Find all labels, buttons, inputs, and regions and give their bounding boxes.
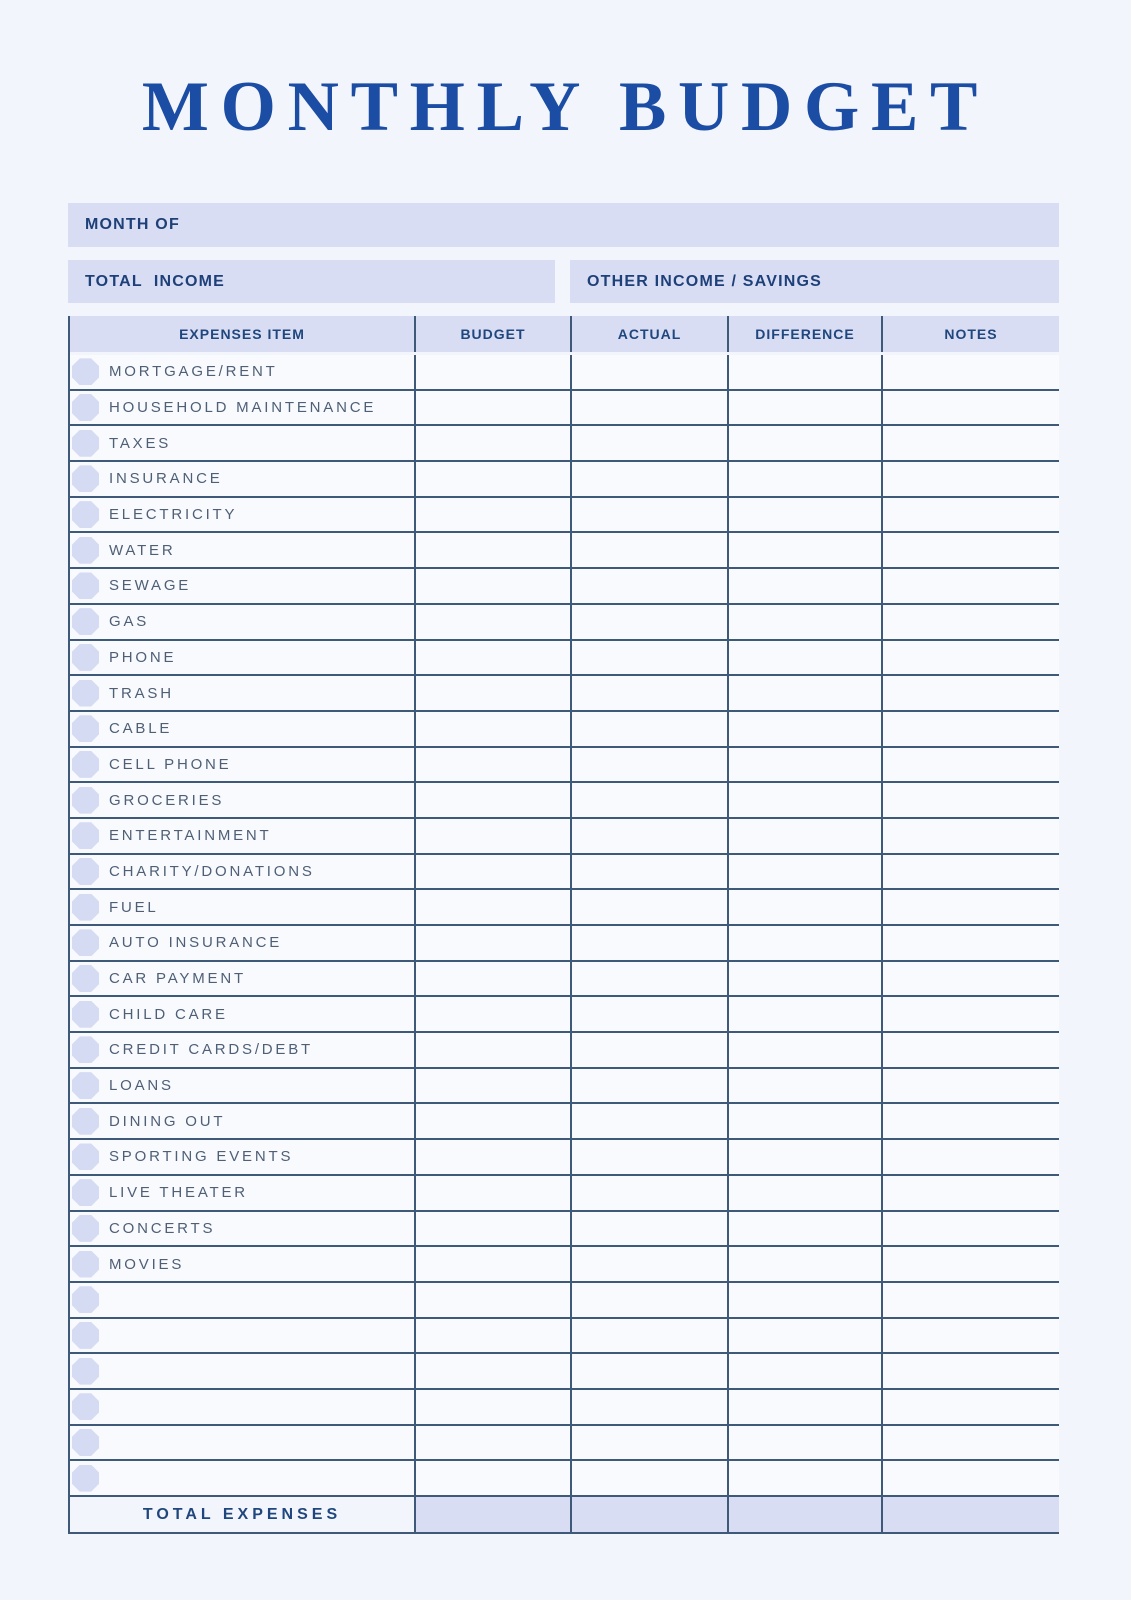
total-notes-cell[interactable]: [881, 1497, 1059, 1534]
expense-row: [70, 1140, 1059, 1176]
expense-item-cell[interactable]: [70, 1354, 414, 1390]
actual-cell[interactable]: [570, 890, 727, 926]
expense-item-label: MORTGAGE/RENT: [109, 363, 278, 381]
other-income-savings-field[interactable]: [570, 260, 1059, 303]
difference-cell[interactable]: [727, 391, 881, 427]
bullet-icon: [72, 1465, 99, 1492]
difference-cell[interactable]: [727, 1247, 881, 1283]
difference-cell[interactable]: [727, 605, 881, 641]
expense-row: [70, 569, 1059, 605]
expense-row: [70, 1176, 1059, 1212]
actual-cell[interactable]: [570, 748, 727, 784]
budget-cell[interactable]: [414, 1140, 570, 1176]
bullet-icon: [72, 1179, 99, 1206]
budget-cell[interactable]: [414, 426, 570, 462]
actual-cell[interactable]: [570, 676, 727, 712]
expense-item-cell: [70, 712, 414, 748]
expense-row: [70, 783, 1059, 819]
budget-cell[interactable]: [414, 962, 570, 998]
header-notes: NOTES: [881, 316, 1059, 352]
difference-cell[interactable]: [727, 569, 881, 605]
budget-cell[interactable]: [414, 1354, 570, 1390]
actual-cell[interactable]: [570, 641, 727, 677]
expense-row: [70, 498, 1059, 534]
actual-cell[interactable]: [570, 533, 727, 569]
bullet-icon: [72, 858, 99, 885]
notes-cell[interactable]: [881, 426, 1059, 462]
month-of-label: MONTH OF: [85, 216, 180, 233]
bullet-icon: [72, 787, 99, 814]
bullet-icon: [72, 1429, 99, 1456]
bullet-icon: [72, 465, 99, 492]
expense-row: [70, 605, 1059, 641]
actual-cell[interactable]: [570, 1104, 727, 1140]
expense-row: [70, 1319, 1059, 1355]
bullet-icon: [72, 929, 99, 956]
bullet-icon: [72, 965, 99, 992]
actual-cell[interactable]: [570, 819, 727, 855]
actual-cell[interactable]: [570, 1354, 727, 1390]
bullet-icon: [72, 680, 99, 707]
difference-cell[interactable]: [727, 641, 881, 677]
expense-item-label: LOANS: [109, 1077, 174, 1095]
total-actual-cell[interactable]: [570, 1497, 727, 1534]
budget-cell[interactable]: [414, 1247, 570, 1283]
bullet-icon: [72, 1108, 99, 1135]
budget-cell[interactable]: [414, 748, 570, 784]
notes-cell[interactable]: [881, 676, 1059, 712]
header-expenses-item: EXPENSES ITEM: [179, 326, 305, 342]
expense-item-label: PHONE: [109, 648, 177, 666]
actual-cell[interactable]: [570, 712, 727, 748]
expense-row: [70, 462, 1059, 498]
difference-cell[interactable]: [727, 1069, 881, 1105]
expense-item-cell: [70, 855, 414, 891]
actual-cell[interactable]: [570, 498, 727, 534]
actual-cell[interactable]: [570, 1283, 727, 1319]
budget-cell[interactable]: [414, 569, 570, 605]
expense-item-label: INSURANCE: [109, 470, 223, 488]
budget-cell[interactable]: [414, 783, 570, 819]
bullet-icon: [72, 1036, 99, 1063]
expense-item-label: AUTO INSURANCE: [109, 934, 283, 952]
expense-row: [70, 1283, 1059, 1319]
difference-cell[interactable]: [727, 1176, 881, 1212]
bullet-icon: [72, 1215, 99, 1242]
expenses-table-header: [70, 316, 1059, 352]
expense-item-cell: [70, 1104, 414, 1140]
expense-item-cell: [70, 391, 414, 427]
bullet-icon: [72, 358, 99, 385]
expense-row: [70, 1104, 1059, 1140]
expense-item-cell: [70, 462, 414, 498]
expense-item-cell: [70, 641, 414, 677]
actual-cell[interactable]: [570, 855, 727, 891]
expense-row: [70, 819, 1059, 855]
header-actual: ACTUAL: [570, 316, 727, 352]
budget-cell[interactable]: [414, 1283, 570, 1319]
notes-cell[interactable]: [881, 962, 1059, 998]
bullet-icon: [72, 572, 99, 599]
budget-cell[interactable]: [414, 1104, 570, 1140]
budget-cell[interactable]: [414, 997, 570, 1033]
actual-cell[interactable]: [570, 1176, 727, 1212]
total-budget-cell[interactable]: [414, 1497, 570, 1534]
expense-row: [70, 676, 1059, 712]
expense-item-label: FUEL: [109, 898, 159, 916]
bullet-icon: [72, 751, 99, 778]
notes-cell[interactable]: [881, 462, 1059, 498]
other-income-savings-label: OTHER INCOME / SAVINGS: [587, 272, 823, 290]
notes-cell[interactable]: [881, 1461, 1059, 1497]
bullet-icon: [72, 1251, 99, 1278]
notes-cell[interactable]: [881, 1354, 1059, 1390]
bullet-icon: [72, 537, 99, 564]
difference-cell[interactable]: [727, 1212, 881, 1248]
difference-cell[interactable]: [727, 783, 881, 819]
actual-cell[interactable]: [570, 1319, 727, 1355]
budget-cell[interactable]: [414, 641, 570, 677]
expense-item-label: SPORTING EVENTS: [109, 1148, 294, 1166]
notes-cell[interactable]: [881, 1104, 1059, 1140]
expense-item-label: DINING OUT: [109, 1112, 226, 1130]
expense-item-label: ENTERTAINMENT: [109, 827, 272, 845]
expense-item-cell: [70, 1069, 414, 1105]
expense-row: [70, 712, 1059, 748]
expense-item-label: TRASH: [109, 684, 174, 702]
expense-item-label: TAXES: [109, 434, 172, 452]
notes-cell[interactable]: [881, 1069, 1059, 1105]
budget-cell[interactable]: [414, 819, 570, 855]
bullet-icon: [72, 394, 99, 421]
bullet-icon: [72, 1143, 99, 1170]
bullet-icon: [72, 430, 99, 457]
difference-cell[interactable]: [727, 1354, 881, 1390]
bullet-icon: [72, 1072, 99, 1099]
difference-cell[interactable]: [727, 355, 881, 391]
bullet-icon: [72, 644, 99, 671]
notes-cell[interactable]: [881, 855, 1059, 891]
budget-cell[interactable]: [414, 1212, 570, 1248]
actual-cell[interactable]: [570, 962, 727, 998]
header-budget: BUDGET: [414, 316, 570, 352]
notes-cell[interactable]: [881, 1319, 1059, 1355]
notes-cell[interactable]: [881, 641, 1059, 677]
difference-cell[interactable]: [727, 1283, 881, 1319]
expense-item-label: CHARITY/DONATIONS: [109, 862, 315, 880]
total-expenses-label: TOTAL EXPENSES: [142, 1505, 342, 1523]
expense-item-label: GAS: [109, 613, 150, 631]
bullet-icon: [72, 1001, 99, 1028]
expense-row: [70, 426, 1059, 462]
expense-item-label: GROCERIES: [109, 791, 225, 809]
notes-cell[interactable]: [881, 997, 1059, 1033]
budget-cell[interactable]: [414, 1069, 570, 1105]
expense-item-cell: [70, 819, 414, 855]
budget-cell[interactable]: [414, 855, 570, 891]
expense-item-cell: [70, 783, 414, 819]
expense-item-label: ELECTRICITY: [109, 506, 238, 524]
difference-cell[interactable]: [727, 997, 881, 1033]
difference-cell[interactable]: [727, 533, 881, 569]
expense-item-label: SEWAGE: [109, 577, 192, 595]
notes-cell[interactable]: [881, 1390, 1059, 1426]
budget-cell[interactable]: [414, 1426, 570, 1462]
expense-row: [70, 1069, 1059, 1105]
bullet-icon: [72, 608, 99, 635]
expense-item-cell[interactable]: [70, 1461, 414, 1497]
expense-row: [70, 1033, 1059, 1069]
expense-row: [70, 1247, 1059, 1283]
actual-cell[interactable]: [570, 997, 727, 1033]
expense-row: [70, 641, 1059, 677]
expense-item-cell: [70, 1212, 414, 1248]
expense-item-cell: [70, 426, 414, 462]
notes-cell[interactable]: [881, 1033, 1059, 1069]
expense-item-label: WATER: [109, 541, 176, 559]
budget-cell[interactable]: [414, 1033, 570, 1069]
budget-cell[interactable]: [414, 462, 570, 498]
expense-row: [70, 855, 1059, 891]
actual-cell[interactable]: [570, 783, 727, 819]
notes-cell[interactable]: [881, 1212, 1059, 1248]
expense-row: [70, 355, 1059, 391]
actual-cell[interactable]: [570, 1461, 727, 1497]
expense-row: [70, 1390, 1059, 1426]
difference-cell[interactable]: [727, 676, 881, 712]
actual-cell[interactable]: [570, 1212, 727, 1248]
actual-cell[interactable]: [570, 1247, 727, 1283]
header-difference: DIFFERENCE: [727, 316, 881, 352]
expense-row: [70, 533, 1059, 569]
expense-item-cell: [70, 1176, 414, 1212]
budget-cell[interactable]: [414, 533, 570, 569]
month-of-field[interactable]: [68, 203, 1059, 247]
expense-item-label: CONCERTS: [109, 1219, 216, 1237]
notes-cell[interactable]: [881, 533, 1059, 569]
expense-item-label: LIVE THEATER: [109, 1184, 248, 1202]
expense-item-cell[interactable]: [70, 1390, 414, 1426]
expense-row: [70, 962, 1059, 998]
difference-cell[interactable]: [727, 1426, 881, 1462]
expense-item-cell: [70, 355, 414, 391]
difference-cell[interactable]: [727, 890, 881, 926]
expense-item-cell[interactable]: [70, 1426, 414, 1462]
notes-cell[interactable]: [881, 890, 1059, 926]
page-title: MONTHLY BUDGET: [141, 68, 990, 146]
expense-row: [70, 748, 1059, 784]
actual-cell[interactable]: [570, 605, 727, 641]
total-income-label: TOTAL INCOME: [85, 272, 226, 290]
actual-cell[interactable]: [570, 1390, 727, 1426]
difference-cell[interactable]: [727, 962, 881, 998]
budget-cell[interactable]: [414, 1390, 570, 1426]
difference-cell[interactable]: [727, 498, 881, 534]
notes-cell[interactable]: [881, 1283, 1059, 1319]
bullet-icon: [72, 1358, 99, 1385]
expense-item-label: CELL PHONE: [109, 755, 232, 773]
notes-cell[interactable]: [881, 1247, 1059, 1283]
notes-cell[interactable]: [881, 355, 1059, 391]
actual-cell[interactable]: [570, 1140, 727, 1176]
expense-item-label: CAR PAYMENT: [109, 970, 246, 988]
actual-cell[interactable]: [570, 355, 727, 391]
expense-item-cell: [70, 890, 414, 926]
actual-cell[interactable]: [570, 926, 727, 962]
notes-cell[interactable]: [881, 1176, 1059, 1212]
expense-item-cell: [70, 498, 414, 534]
expense-item-cell[interactable]: [70, 1283, 414, 1319]
expense-row: [70, 1426, 1059, 1462]
difference-cell[interactable]: [727, 855, 881, 891]
expense-item-label: CABLE: [109, 720, 173, 738]
difference-cell[interactable]: [727, 1461, 881, 1497]
budget-cell[interactable]: [414, 676, 570, 712]
budget-cell[interactable]: [414, 890, 570, 926]
difference-cell[interactable]: [727, 426, 881, 462]
difference-cell[interactable]: [727, 926, 881, 962]
difference-cell[interactable]: [727, 748, 881, 784]
budget-cell[interactable]: [414, 498, 570, 534]
expense-item-cell: [70, 533, 414, 569]
difference-cell[interactable]: [727, 712, 881, 748]
expense-item-label: MOVIES: [109, 1255, 185, 1273]
difference-cell[interactable]: [727, 1390, 881, 1426]
expense-row: [70, 997, 1059, 1033]
notes-cell[interactable]: [881, 605, 1059, 641]
difference-cell[interactable]: [727, 1104, 881, 1140]
notes-cell[interactable]: [881, 783, 1059, 819]
budget-cell[interactable]: [414, 712, 570, 748]
expense-item-cell: [70, 926, 414, 962]
notes-cell[interactable]: [881, 819, 1059, 855]
expense-item-cell: [70, 748, 414, 784]
expense-row: [70, 1212, 1059, 1248]
expense-row: [70, 926, 1059, 962]
expenses-table-body: [70, 355, 1059, 1497]
bullet-icon: [72, 715, 99, 742]
budget-cell[interactable]: [414, 1176, 570, 1212]
actual-cell[interactable]: [570, 1033, 727, 1069]
expense-item-cell: [70, 962, 414, 998]
notes-cell[interactable]: [881, 748, 1059, 784]
budget-cell[interactable]: [414, 355, 570, 391]
actual-cell[interactable]: [570, 1069, 727, 1105]
actual-cell[interactable]: [570, 426, 727, 462]
budget-cell[interactable]: [414, 926, 570, 962]
bullet-icon: [72, 894, 99, 921]
expense-row: [70, 1461, 1059, 1497]
bullet-icon: [72, 501, 99, 528]
income-fields-row: [68, 260, 1059, 303]
notes-cell[interactable]: [881, 569, 1059, 605]
bullet-icon: [72, 1322, 99, 1349]
notes-cell[interactable]: [881, 1426, 1059, 1462]
expense-row: [70, 1354, 1059, 1390]
expense-item-label: CHILD CARE: [109, 1005, 228, 1023]
expense-item-cell[interactable]: [70, 1319, 414, 1355]
difference-cell[interactable]: [727, 819, 881, 855]
expense-item-cell: [70, 569, 414, 605]
expense-item-cell: [70, 1140, 414, 1176]
expense-item-cell: [70, 1247, 414, 1283]
budget-cell[interactable]: [414, 1461, 570, 1497]
budget-cell[interactable]: [414, 605, 570, 641]
actual-cell[interactable]: [570, 569, 727, 605]
difference-cell[interactable]: [727, 1140, 881, 1176]
expenses-table: [68, 316, 1059, 1534]
expense-item-cell: [70, 997, 414, 1033]
notes-cell[interactable]: [881, 1140, 1059, 1176]
expense-item-label: CREDIT CARDS/DEBT: [109, 1041, 314, 1059]
notes-cell[interactable]: [881, 712, 1059, 748]
actual-cell[interactable]: [570, 462, 727, 498]
actual-cell[interactable]: [570, 391, 727, 427]
difference-cell[interactable]: [727, 1319, 881, 1355]
difference-cell[interactable]: [727, 462, 881, 498]
total-difference-cell[interactable]: [727, 1497, 881, 1534]
notes-cell[interactable]: [881, 391, 1059, 427]
bullet-icon: [72, 1393, 99, 1420]
total-income-field[interactable]: [68, 260, 555, 303]
notes-cell[interactable]: [881, 926, 1059, 962]
budget-cell[interactable]: [414, 391, 570, 427]
bullet-icon: [72, 822, 99, 849]
expense-row: [70, 391, 1059, 427]
expense-item-label: HOUSEHOLD MAINTENANCE: [109, 399, 377, 417]
difference-cell[interactable]: [727, 1033, 881, 1069]
notes-cell[interactable]: [881, 498, 1059, 534]
budget-cell[interactable]: [414, 1319, 570, 1355]
total-expenses-label-cell: [70, 1497, 414, 1534]
expense-item-cell: [70, 1033, 414, 1069]
expense-row: [70, 890, 1059, 926]
bullet-icon: [72, 1286, 99, 1313]
actual-cell[interactable]: [570, 1426, 727, 1462]
total-expenses-row: [70, 1497, 1059, 1534]
expense-item-cell: [70, 605, 414, 641]
expense-item-cell: [70, 676, 414, 712]
